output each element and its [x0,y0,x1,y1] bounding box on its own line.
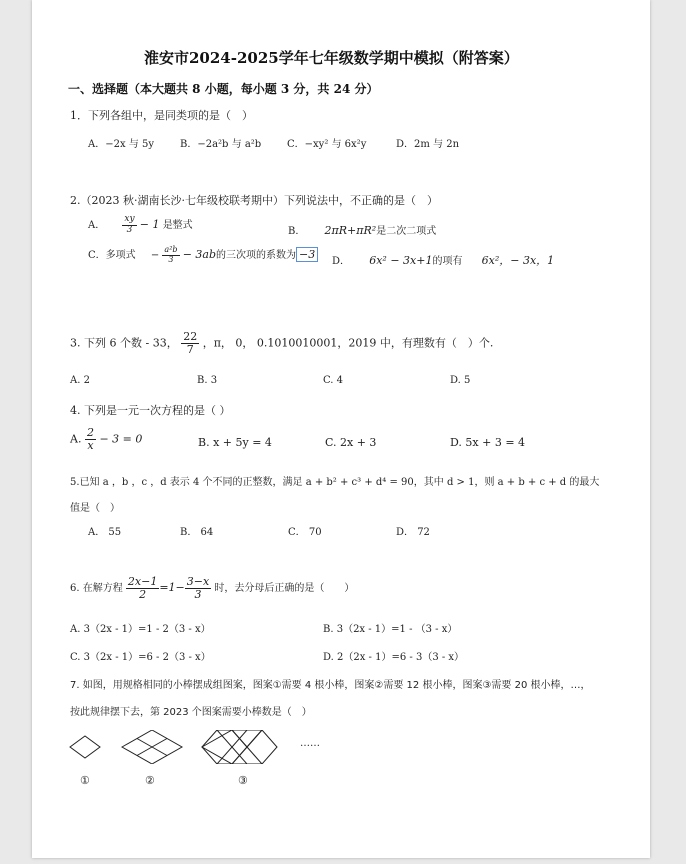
q6-numerator-1: 2x−1 [127,575,158,588]
q2-d-label: D． [332,256,351,267]
q3-stem-pre: 3. 下列 6 个数 - 33， [70,336,178,350]
q4-option-b: B. x + 5y = 4 [198,436,272,449]
q4-a-fraction [85,427,96,452]
q1-option-b: B．−2a²b 与 a²b [180,139,262,150]
q2-a-fraction [122,215,136,236]
q2-b-text: 是二次二项式 [376,226,437,237]
q2-d-terms: 6x²，− 3x，1 [481,254,555,267]
q2-c-tail: − 3ab [182,248,217,261]
q5-stem-line1: 5.已知 a ，b ，c ，d 表示 4 个不同的正整数，满足 a + b² + c³ + d⁴ = 90，其中 d > 1，则 a + b + c + d 的最大 [70,477,600,488]
q5-stem-line2: 值是（ ） [70,503,120,514]
pattern-1-shape [70,736,100,758]
q2-option-c [88,246,318,265]
q6-numerator-2: 3−x [186,575,210,588]
q4-a-tail: − 3 = 0 [99,432,143,446]
q2-c-label: C．多项式 [88,250,136,261]
q3-denominator: 7 [186,343,194,357]
q7-ellipsis: …… [300,738,320,749]
q5-option-b: B． 64 [180,527,214,538]
section-heading: 一、选择题（本大题共 8 小题，每小题 3 分，共 24 分） [68,82,379,96]
q2-b-label: B． [288,226,306,237]
q6-stem-pre: 6. 在解方程 [70,583,123,595]
q2-a-text: 是整式 [162,219,193,231]
q2-c-denominator: 3 [168,255,174,264]
q2-stem: 2.（2023 秋·湖南长沙·七年级校联考期中）下列说法中，不正确的是（ ） [70,194,438,207]
q4-a-denominator: x [87,439,94,453]
q5-option-c: C． 70 [288,527,322,538]
q7-pattern-diagram [68,730,328,764]
q6-stem-post: 时，去分母后正确的是（ ） [214,583,355,595]
pattern-2-shape [122,730,182,764]
q2-a-denominator: 3 [126,224,133,235]
q3-option-d: D. 5 [450,375,471,386]
q2-option-a [88,215,193,236]
q6-fraction-2 [185,576,211,601]
q3-stem-post: ，π， 0， 0.1010010001，2019 中，有理数有（ ）个. [202,336,494,350]
q2-c-minus: − [150,250,160,261]
q7-stem-line2: 按此规律摆下去，第 2023 个图案需要小棒数是（ ） [70,707,312,718]
q3-numerator: 22 [183,330,198,343]
q7-label-3: ③ [238,774,248,787]
q4-option-c: C. 2x + 3 [325,436,377,449]
q3-stem [70,331,493,356]
q4-a-label: A. [70,432,82,446]
q2-option-d [332,252,554,268]
q1-option-c: C．−xy² 与 6x²y [287,139,367,150]
q2-d-text: 的项有 [432,256,463,267]
pattern-3-shape [202,730,277,764]
q3-fraction [181,331,199,356]
q2-c-text: 的三次项的系数为 [216,250,297,261]
q2-b-expr: 2πR+πR² [324,224,377,237]
q6-option-c: C. 3（2x - 1）=6 - 2（3 - x） [70,652,211,663]
q2-a-numerator: xy [124,214,135,224]
q6-option-b: B. 3（2x - 1）=1 - （3 - x） [323,624,458,635]
q2-c-numerator: a²b [164,245,178,255]
page-title: 淮安市2024-2025学年七年级数学期中模拟（附答案） [144,49,519,67]
q7-label-1: ① [80,774,90,787]
q7-pattern-figure [68,730,328,764]
q1-option-a: A．−2x 与 5y [88,139,154,150]
q2-a-label: A． [88,219,106,231]
q6-denominator-2: 3 [194,588,202,602]
document-page [32,0,650,858]
q3-option-a: A. 2 [70,375,90,386]
q2-d-expr: 6x² − 3x+1 [369,254,433,267]
q1-option-d: D．2m 与 2n [396,139,460,150]
q7-label-2: ② [145,774,155,787]
q2-c-boxed-value: −3 [296,247,318,262]
q4-a-numerator: 2 [86,426,94,439]
q3-option-c: C. 4 [323,375,344,386]
q7-stem-line1: 7. 如图，用规格相同的小棒摆成组图案，图案①需要 4 根小棒，图案②需要 12 根小棒，图案③需要 20 根小棒，…， [70,680,591,691]
q2-c-fraction [162,246,179,265]
q3-option-b: B. 3 [197,375,218,386]
q2-option-b [288,222,436,237]
q5-option-a: A． 55 [88,527,122,538]
q5-option-d: D． 72 [396,527,430,538]
q2-a-tail: − 1 [139,217,160,231]
q6-denominator-1: 2 [139,588,147,602]
q1-stem: 1．下列各组中，是同类项的是（ ） [70,109,253,122]
q6-equals: =1− [159,581,185,595]
q6-fraction-1 [126,576,159,601]
q6-option-d: D. 2（2x - 1）=6 - 3（3 - x） [323,652,465,663]
q6-option-a: A. 3（2x - 1）=1 - 2（3 - x） [70,624,211,635]
q6-stem [70,576,354,601]
q4-option-a [70,427,142,452]
q4-option-d: D. 5x + 3 = 4 [450,436,526,449]
q4-stem: 4. 下列是一元一次方程的是（ ） [70,404,231,417]
